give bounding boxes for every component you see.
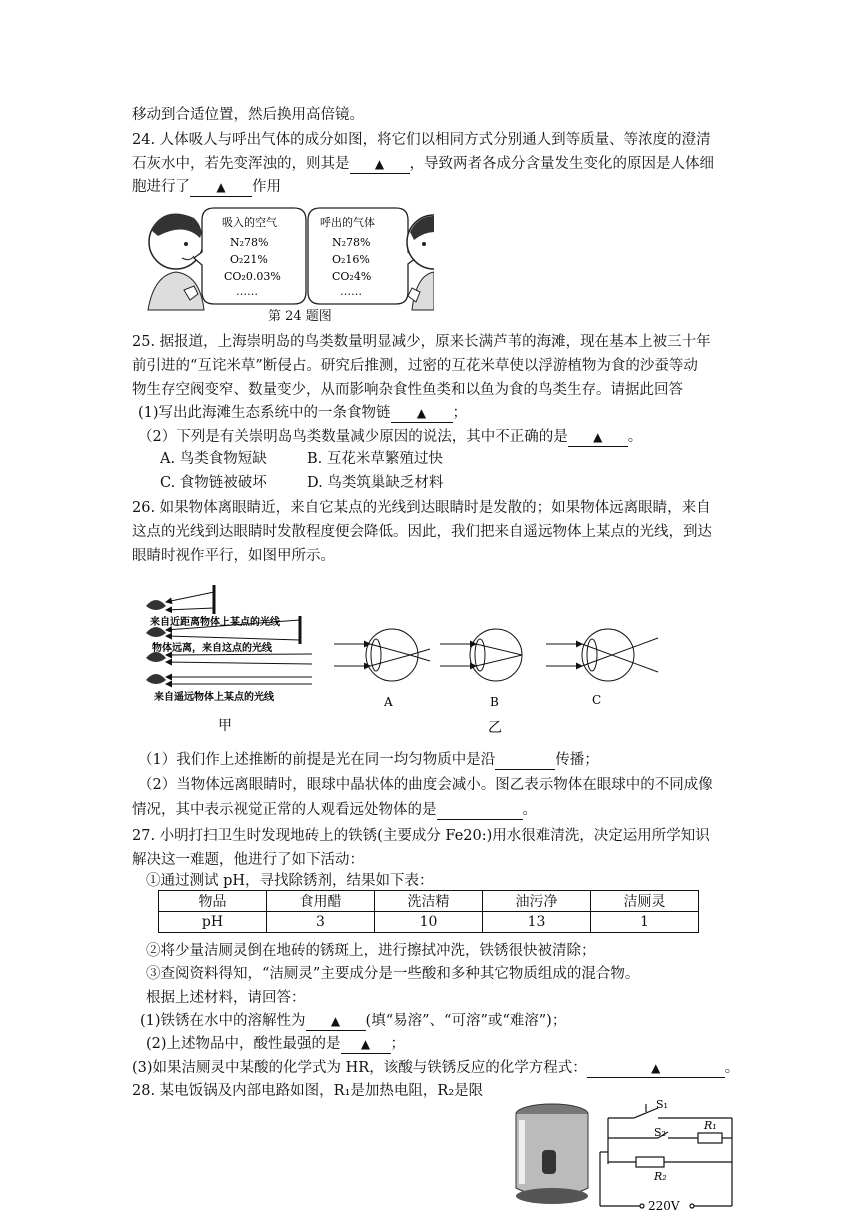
ray-label-mid: 物体远离，来自这点的光线 [152, 643, 272, 654]
step-3: ③查阅资料得知，“洁厕灵”主要成分是一些酸和多种其它物质组成的混合物。 [146, 966, 640, 982]
question-24-text: 胞进行了 ▲ 作用 [132, 179, 281, 195]
answer-blank [495, 751, 555, 770]
table-cell: 1 [591, 912, 699, 933]
text-line: 移动到合适位置，然后换用高倍镜。 [132, 107, 364, 123]
inhaled-o2: O₂21% [230, 253, 268, 266]
table-cell: 13 [483, 912, 591, 933]
eye-diagram-b [440, 629, 522, 681]
option-c: C. 食物链被破坏 [160, 475, 267, 491]
eye-label-a: A [384, 695, 393, 709]
label-r1: R₁ [704, 1119, 717, 1132]
question-27-part3: (3)如果洁厕灵中某酸的化学式为 HR，该酸与铁锈反应的化学方程式： ▲ 。 [132, 1060, 740, 1076]
rice-cooker-image [516, 1104, 588, 1204]
inhaled-more: …… [236, 285, 258, 298]
table-header-cell: 洁厕灵 [591, 891, 699, 912]
table-row [159, 891, 699, 912]
question-27-part2: (2)上述物品中，酸性最强的是 ▲ ； [146, 1036, 406, 1052]
eye-diagram-c [546, 629, 658, 681]
answer-blank: ▲ [587, 1059, 725, 1078]
table-cell: 3 [267, 912, 375, 933]
ray-label-far: 来自遥远物体上某点的光线 [154, 692, 274, 703]
question-25-text: 前引进的“互诧米草”断侵占。研究后推测，过密的互花米草使以浮游植物为食的沙蚕等动 [132, 358, 698, 374]
eye-label-c: C [592, 693, 602, 707]
option-d: D. 鸟类筑巢缺乏材料 [307, 475, 444, 491]
answer-blank: ▲ [568, 428, 628, 447]
figure-label-yi: 乙 [488, 720, 502, 736]
eye-label-b: B [490, 695, 499, 709]
question-26-text: 眼睛时视作平行，如图甲所示。 [132, 548, 335, 564]
label-s1: S₁ [656, 1098, 668, 1111]
table-cell: pH [159, 912, 267, 933]
inhaled-n2: N₂78% [230, 236, 269, 249]
figure-28 [508, 1096, 740, 1214]
table-header-cell: 食用醋 [267, 891, 375, 912]
label-voltage: 220V [648, 1199, 680, 1213]
ray-label-near: 来自近距离物体上某点的光线 [150, 617, 280, 628]
answer-intro: 根据上述材料，请回答： [146, 990, 306, 1006]
question-27-text: 解决这一难题，他进行了如下活动： [132, 852, 364, 868]
exhaled-o2: O₂16% [332, 253, 370, 266]
question-25-part2: （2）下列是有关崇明岛鸟类数量减少原因的说法，其中不正确的是 ▲ 。 [138, 429, 643, 445]
question-26-text: 26. 如果物体离眼睛近，来自它某点的光线到达眼睛时是发散的；如果物体远离眼睛，来自 [132, 500, 711, 516]
question-26-part2: 情况，其中表示视觉正常的人观看远处物体的是 。 [132, 802, 537, 818]
question-26-part2: （2）当物体远离眼睛时，眼球中晶状体的曲度会减小。图乙表示物体在眼球中的不同成像 [138, 777, 713, 793]
figure-label-jia: 甲 [218, 718, 232, 734]
question-26-text: 这点的光线到达眼睛时发散程度便会降低。因此，我们把来自遥远物体上某点的光线，到达 [132, 524, 712, 540]
exhaled-more: …… [340, 285, 362, 298]
eye-icon [146, 600, 166, 684]
exhaled-title: 呼出的气体 [320, 216, 375, 229]
answer-blank: ▲ [306, 1012, 366, 1031]
inhaled-title: 吸入的空气 [222, 216, 277, 229]
table-header-cell: 洗洁精 [375, 891, 483, 912]
question-27-part1: (1)铁锈在水中的溶解性为 ▲ (填“易溶”、“可溶”或“难溶”)； [140, 1013, 567, 1029]
question-27-text: 27. 小明打扫卫生时发现地砖上的铁锈(主要成分 Fe20:)用水很难清洗，决定运用所学知识 [132, 828, 710, 844]
resistor-r1 [698, 1133, 722, 1143]
option-b: B. 互花米草繁殖过快 [307, 451, 443, 467]
eye-diagram-a [334, 629, 430, 681]
step-1: ①通过测试 pH，寻找除锈剂，结果如下表： [146, 873, 434, 889]
answer-blank: ▲ [350, 155, 410, 174]
figure-26 [130, 580, 670, 745]
figure-24-caption: 第 24 题图 [268, 309, 332, 324]
question-26-part1: （1）我们作上述推断的前提是光在同一均匀物质中是沿 传播； [138, 752, 599, 768]
answer-blank: ▲ [190, 178, 252, 197]
question-24-text: 24. 人体吸人与呼出气体的成分如图，将它们以相同方式分别通人到等质量、等浓度的澄清 [132, 132, 711, 148]
person-left-icon [148, 214, 204, 310]
label-r2: R₂ [654, 1170, 667, 1183]
step-2: ②将少量洁厕灵倒在地砖的锈斑上，进行擦拭冲洗，铁锈很快被清除； [146, 943, 596, 959]
answer-blank [437, 801, 523, 820]
exhaled-co2: CO₂4% [332, 270, 372, 283]
table-header-cell: 物品 [159, 891, 267, 912]
answer-blank: ▲ [391, 404, 453, 423]
exhaled-n2: N₂78% [332, 236, 371, 249]
table-header-cell: 油污净 [483, 891, 591, 912]
question-24-text: 石灰水中，若先变浑浊的，则其是 ▲ ，导致两者各成分含量发生变化的原因是人体细 [132, 156, 714, 172]
table-row [159, 912, 699, 933]
ph-table [158, 890, 699, 933]
question-25-text: 物生存空阀变窄、数量变少，从而影响杂食性鱼类和以鱼为食的鸟类生存。请据此回答 [132, 382, 683, 398]
inhaled-co2: CO₂0.03% [224, 270, 281, 283]
question-25-part1: (1)写出此海滩生态系统中的一条食物链 ▲ ； [138, 405, 468, 421]
label-s2: S₂ [654, 1126, 666, 1139]
question-25-text: 25. 据报道，上海崇明岛的鸟类数量明显减少，原来长满芦苇的海滩，现在基本上被三十年 [132, 334, 711, 350]
option-a: A. 鸟类食物短缺 [160, 451, 267, 467]
question-28-text: 28. 某电饭锅及内部电路如图，R₁是加热电阻，R₂是限 [132, 1083, 484, 1099]
resistor-r2 [636, 1157, 664, 1167]
table-cell: 10 [375, 912, 483, 933]
answer-blank: ▲ [341, 1035, 391, 1054]
